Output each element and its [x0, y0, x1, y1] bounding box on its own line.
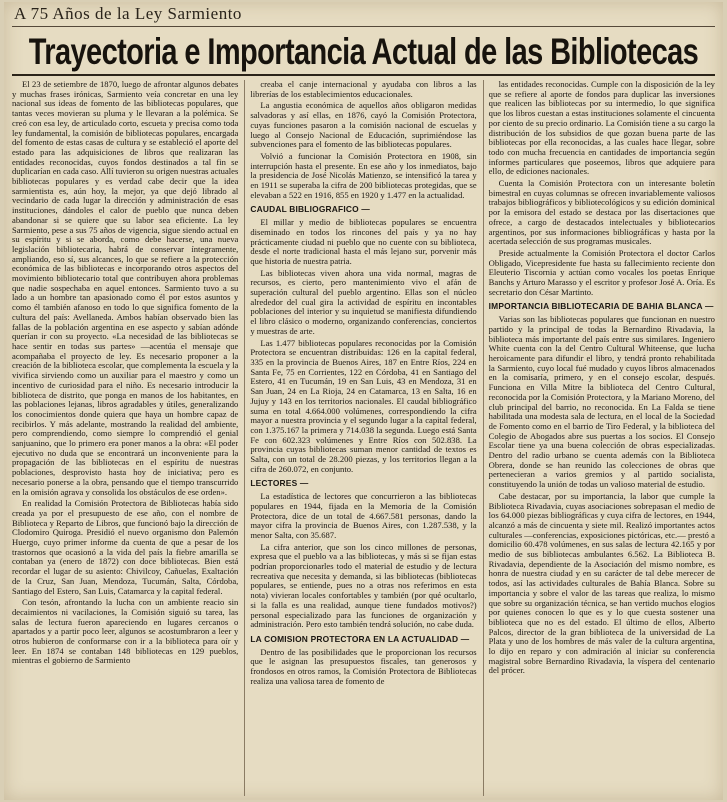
- paragraph: La angustia económica de aquellos años obligaron medidas salvadoras y así ellas, en 1876, cayó la Comisión Protectora, cuyas funciones pasaron a la comisión nacional de escuelas y luego al Consejo Nacional de Educación, suprimiéndose las subvenciones para el fomento de las bibliotecas populares.: [250, 100, 477, 150]
- paragraph: El 23 de setiembre de 1870, luego de afrontar algunos debates y muchas frases irónicas, Sarmiento veía concretar en una ley nacional sus ideas de fomento de las bibliotecas populares, que tantas veces movieran su pluma y le llevaran a la polémica. Se creó con esa ley, de articulado corto, escueta y precisa como toda ley fundamental, la comisión de bibliotecas populares, encargada del fomento de estas casas de cultura y se estableció el aporte del estado para las adquisiciones de libros que realizaran las entidades reconocidas, cuyos fondos destinados a tal fin se duplicarían en cada caso. Allí tuvieron su origen nuestras actuales bibliotecas populares y es verdad cabe decir que la idea sarmientista es, aún hoy, la mejor, ya que dejó librado al vecindario de cada lugar la dirección y administración de esas instituciones, dándoles el calor de pueblo que nunca deben abandonar si se quiere que su labor sea eficiente. La ley Sarmiento, pese a sus 75 años de vigencia, sigue siendo actual en su espíritu y si se aborda, como debe hacerse, una nueva legislación bibliotecaria, habrá de conservar íntegramente, ampliando, eso sí, sus alcances, lo que se refiere a la protección económica de las bibliotecas e incorporando otros aspectos del movimiento bibliotecario total que contribuyen ahora problemas que nadie sospechaba en aquel entonces. Sarmiento tuvo a su lado a un hombre tan apasionado como él por estos asuntos y como él también afanoso en todo lo que significa fomento de la cultura del país: Avellaneda. Ambos habían observado bien las fallas de la población argentina en ese aspecto y sabían adónde querían ir con su proyecto. «La necesidad de las bibliotecas se hace sentir en todas sus partes» —acentúa el mensaje que acompañaba el proyecto de ley. Es necesario proponer a la creación de la biblioteca escolar, que complementa la escuela y la vivifica sirviendo como un auxiliar para el maestro y como un incentivo de curiosidad para el niño. Es necesario introducir la biblioteca de distrito, que ponga en manos de los habitantes, en las poblaciones lejanas, libros agradables y útiles, generalizando los conocimientos donde quiera que haya un hombre capaz de recibirlos. Y más adelante, mostrando la realidad del ambiente, pero comprendiendo, como siempre lo comprendió el genial sanjuanino, que lo primero era poner manos a la obra: «El poder ejecutivo no duda que se encontrará un inconveniente para la propagación de las bibliotecas en el espíritu de nuestras poblaciones, desprovisto hasta hoy de iniciativa; pero es necesario ponerse a la obra, pensando que el tiempo transcurrido en la omisión agrava y consolida los obstáculos de ese orden».: [12, 80, 239, 497]
- paragraph: las entidades reconocidas. Cumple con la disposición de la ley que se refiere al aporte de fondos para duplicar las inversiones que realicen las bibliotecas por su intermedio, lo que significa que los libros cuestan a estas instituciones solamente el cincuenta por ciento de su precio ordinario. La Comisión tiene a su cargo la distribución de los subsidios de que gozan buena parte de las bibliotecas por ella reconocidas, a las cuales hace llegar, sobre todo con mucha frecuencia en cantidades de importancia según informes particulares que poseemos, libros que adquiere para ello, de ediciones nacionales.: [488, 80, 715, 177]
- newspaper-clipping: [4, 2, 723, 800]
- column-2: [244, 80, 476, 796]
- paragraph: El millar y medio de bibliotecas populares se encuentra diseminado en todos los rincones del país y ya no hay prácticamente ciudad ni pueblo que no cuente con su biblioteca, desde el norte tradicional hasta el más lejano sur, porvenir más que historia de nuestra patria.: [250, 217, 477, 266]
- article-columns: [12, 80, 715, 796]
- subheading-comision: LA COMISION PROTECTORA EN LA ACTUALIDAD —: [250, 633, 470, 644]
- paragraph: Volvió a funcionar la Comisión Protectora en 1908, sin interrupción hasta el presente. En ese año y los inmediatos, bajo la presidencia de José Nicolás Matienzo, se intensificó la tarea y en 1911 se superaba la cifra de 200 bibliotecas protegidas, que se elevaban a 522 en 1916, 855 en 1920 y 1.477 en la actualidad.: [250, 150, 477, 200]
- title-rule: [12, 74, 715, 76]
- paragraph: En realidad la Comisión Protectora de Bibliotecas había sido creada ya por el presupuesto de ese año, con el nombre de Biblioteca y Reparto de Libros, que funcionó bajo la dirección de Clodomiro Quiroga. Presidió el nuevo organismo don Palemón Huergo, cuyo primer informe da cuenta de que a pesar de los trastornos que ocasionó a la vida del país la fiebre amarilla se contaban ya (enero de 1872) con doce bibliotecas. Bien está recordar el lugar de su asiento: Chivilcoy, Cañuelas, Exaltación de la Cruz, San Juan, Mendoza, Tucumán, Salta, Córdoba, Santiago del Estero, San Luis, Catamarca y la capital federal.: [12, 498, 239, 596]
- paragraph: Las bibliotecas viven ahora una vida normal, magras de recursos, es cierto, pero mantenimiento vivo el afán de superación cultural del pueblo argentino. Ellas son el núcleo alrededor del cual gira la actividad de espíritu en incontables poblaciones del interior y su inquietud se manifiesta difundiendo el libro clásico o moderno, organizando conferencias, conciertos y muestras de arte.: [250, 267, 477, 336]
- subheading-caudal: CAUDAL BIBLIOGRAFICO —: [250, 204, 370, 215]
- article-title: Trayectoria e Importancia Actual de las Bibliotecas: [28, 32, 699, 73]
- header-rule: [12, 26, 715, 27]
- paragraph: Las 1.477 bibliotecas populares reconocidas por la Comisión Protectora se encuentran distribuidas: 126 en la capital federal, 335 en la provincia de Buenos Aires, 187 en Entre Ríos, 224 en Santa Fe, 75 en Corrientes, 122 en Córdoba, 41 en Santiago del Estero, 41 en Tucumán, 19 en San Luis, 43 en Mendoza, 31 en San Juan, 24 en La Rioja, 24 en Catamarca, 13 en Salta, 16 en Jujuy y 143 en los territorios nacionales. El caudal bibliográfico suma en total 4.664.000 volúmenes, correspondiendo la cifra mayor a nuestra provincia y el segundo lugar a la capital federal, con 1.375.167 la primera y 714.038 la segunda. Luego está Santa Fe con 602.323 volúmenes y Entre Ríos con 502.838. La provincia cuyas bibliotecas suman menor cantidad de textos es Salta, con un total de 28.200 piezas, y los territorios llegan a la cifra de 260.072, en conjunto.: [250, 337, 477, 474]
- column-1: [12, 80, 238, 796]
- paragraph: Cabe destacar, por su importancia, la labor que cumple la Biblioteca Rivadavia, cuyas asociaciones sobrepasan el medio de los 64.000 piezas bibliográficas y cuya cifra de lectores, en 1944, alcanzó a más de cincuenta y siete mil. Realizó importantes actos culturales —conferencias, exposiciones pictóricas, etc.— prestó a domicilio 60.478 volúmenes, en sus salas de lectura 42.165 y por medio de sus bibliotecas ambulantes 6.562. La Biblioteca B. Rivadavia, dependiente de la Asociación del mismo nombre, es honra de nuestra ciudad y en su carácter de tal debe merecer de todos, así las actividades culturales de Bahía Blanca. Sobre su importancia y sobre el valor de las tareas que realiza, lo mismo que sobre su organización técnica, se han vertido muchos elogios por quienes conocen lo que es y lo que cuesta sostener una biblioteca que no es del estado. El último de ellos, Alberto Palcos, director de la gran biblioteca de la universidad de La Plata y uno de los hombres de más valer de la cultura argentina, lo dijo en reparo y con admiración al iniciar su conferencia magistral sobre Bernardino Rivadavia, la víspera del centenario del prócer.: [488, 490, 715, 676]
- paragraph: creaba el canje internacional y ayudaba con libros a las librerías de los establecimientos educacionales.: [250, 80, 477, 99]
- paragraph: Preside actualmente la Comisión Protectora el doctor Carlos Obligado, Vicepresidente fue hasta su fallecimiento reciente don Eleuterio Tiscornia y actúan como vocales los poetas Enrique Banchs y Arturo Marasso y el escritor y profesor José A. Oría. Es secretario don César Martinto.: [488, 247, 715, 297]
- paragraph: Con tesón, afrontando la lucha con un ambiente reacio sin decaimientos ni vacilaciones, la Comisión siguió su tarea, las salas de lectura fueron apareciendo en lugares cercanos o apartados y a partir poco leer, algunos se acostumbraron a leer y otros hubieron de conformarse con ir a la biblioteca para oír y leer. En 1874 se contaban 148 bibliotecas en 129 pueblos, mientras el gobierno de Sarmiento: [12, 597, 239, 666]
- subheading-lectores: LECTORES —: [250, 478, 309, 489]
- subheading-bahia-blanca: IMPORTANCIA BIBLIOTECARIA DE BAHIA BLANCA —: [488, 301, 714, 312]
- section-header: A 75 Años de la Ley Sarmiento: [14, 4, 242, 23]
- paragraph: La cifra anterior, que son los cinco millones de personas, expresa que el pueblo va a las bibliotecas, y más si se fijan estas podrían proporcionarles todo el material de estudio y de lectura recreativa que necesita y demanda, si las bibliotecas (bibliotecas populares, se entiende, pues no a otras nos referimos en esta nota) vivieran locales confortables y también (por qué ocultarlo, si la falla es una realidad, aunque tiene fundados motivos?) personal especializado para las funciones de organización y administración. Pero esto también tendrá solución, no cabe duda.: [250, 541, 477, 630]
- column-3: [483, 80, 715, 796]
- paragraph: Varias son las bibliotecas populares que funcionan en nuestro partido y la principal de todas la Bernardino Rivadavia, la biblioteca más importante del país entre sus similares. Ingeniero White cuenta con la del Centro Cultural Whiteense, que lucha heroicamente para difundir el libro, y tendrá pronto rehabilitada la Sarmiento, cuyo local fué mudado y cuyos libros almacenados en la comisaría, primero, y en el consejo escolar, después. Funciona en Villa Mitre la biblioteca del Centro Cultural, reconocida por la Comisión Protectora, y la Mariano Moreno, del club principal del barrio, no reconocida. En La Falda se tiene habilitada una modesta sala de lectura, en el local de la Sociedad de Fomento como en el barrio de Tiro Federal, y la biblioteca del Colegio de Abogados abre sus puertas a los socios. El Consejo Escolar tiene ya una buena colección de obras especializadas. Dentro del radio urbano se cuenta además con la Biblioteca Obrera, donde se han reunido las colecciones de obras que pertenecieran a varios gremios y al partido socialista, constituyendo la unión de todas un valioso material de estudio.: [488, 314, 715, 490]
- paragraph: Cuenta la Comisión Protectora con un interesante boletín bimestral en cuyas columnas se ofrecen invariablemente valiosos trabajos bibliográficos y bibliotecológicos y su edición dominical por la emisora del estado se destaca por las disertaciones que ofrece, a cargo de destacados intelectuales y bibliotecarios argentinos, por sus informaciones bibliográficas y hasta por la acertada selección de sus programas musicales.: [488, 178, 715, 247]
- paragraph: La estadística de lectores que concurrieron a las bibliotecas populares en 1944, fijada en la Memoria de la Comisión Protectora, dice de un total de 4.667.581 personas, dando la mayor cifra la provincia de Buenos Aires, con 1.287.538, y la menor Salta, con 35.687.: [250, 491, 477, 540]
- paragraph: Dentro de las posibilidades que le proporcionan los recursos que le asignan las presupuestos fiscales, tan generosos y frondosos en otros ramos, la Comisión Protectora de Bibliotecas realiza una valiosa tarea de fomento de: [250, 646, 477, 686]
